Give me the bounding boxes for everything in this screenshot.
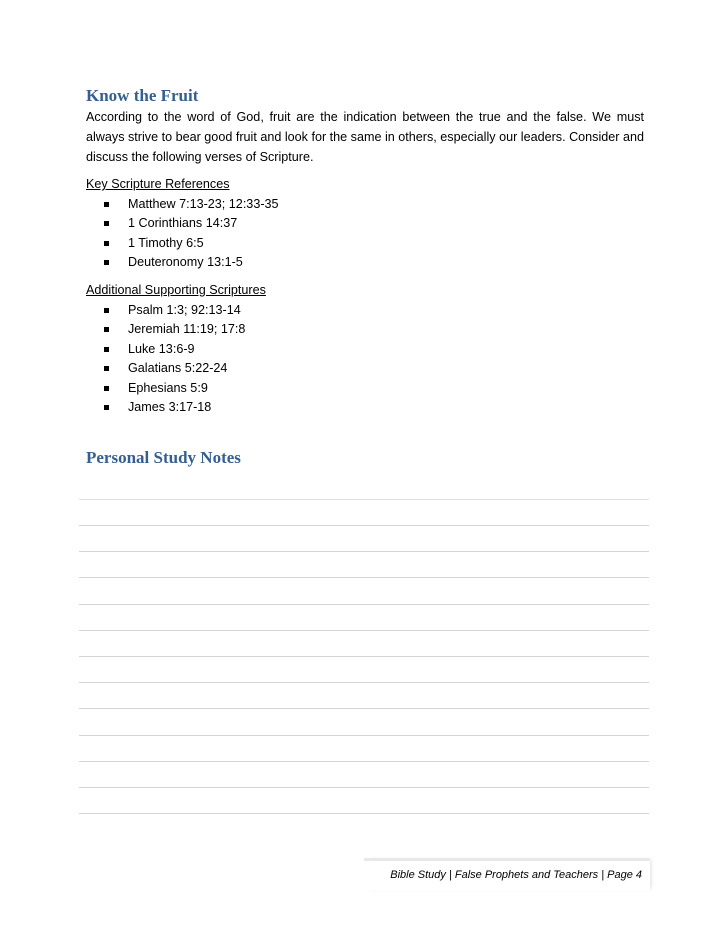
square-bullet-icon (104, 327, 109, 332)
additional-references-list (86, 301, 606, 418)
note-line (79, 605, 649, 631)
notes-ruled-lines (79, 499, 649, 814)
square-bullet-icon (104, 308, 109, 313)
scripture-reference: Matthew 7:13-23; 12:33-35 (128, 196, 279, 211)
section-heading-know-the-fruit: Know the Fruit (86, 86, 199, 105)
square-bullet-icon (104, 221, 109, 226)
note-line (79, 552, 649, 578)
note-line (79, 578, 649, 604)
square-bullet-icon (104, 386, 109, 391)
list-item (86, 195, 606, 215)
note-line (79, 499, 649, 526)
note-line (79, 657, 649, 683)
square-bullet-icon (104, 366, 109, 371)
scripture-reference: Jeremiah 11:19; 17:8 (128, 322, 246, 336)
scripture-reference: Psalm 1:3; 92:13-14 (128, 302, 241, 317)
note-line (79, 736, 649, 762)
square-bullet-icon (104, 405, 109, 410)
square-bullet-icon (104, 347, 109, 352)
note-line (79, 526, 649, 552)
list-item (86, 253, 606, 273)
list-item (86, 214, 606, 234)
scripture-reference: 1 Corinthians 14:37 (128, 216, 238, 230)
intro-paragraph: According to the word of God, fruit are the indication between the true and the false. We must always strive to bear good fruit and look for the same in others, especially our leaders. Consider and discuss the following verses of Scripture. (86, 110, 644, 164)
additional-supporting-scriptures (86, 281, 606, 418)
footer-text: Bible Study | False Prophets and Teachers | Page 4 (390, 869, 642, 881)
scripture-reference: Ephesians 5:9 (128, 380, 208, 395)
scripture-reference: Galatians 5:22-24 (128, 361, 228, 375)
scripture-reference: James 3:17-18 (128, 400, 212, 414)
section-heading-personal-study-notes: Personal Study Notes (86, 448, 241, 467)
list-item (86, 359, 606, 379)
square-bullet-icon (104, 260, 109, 265)
list-item (86, 398, 606, 418)
list-item (86, 301, 606, 321)
note-line (79, 631, 649, 657)
note-line (79, 788, 649, 814)
square-bullet-icon (104, 202, 109, 207)
additional-references-title: Additional Supporting Scriptures (86, 283, 266, 297)
note-line (79, 762, 649, 788)
note-line (79, 683, 649, 709)
key-scripture-references (86, 175, 606, 273)
key-references-title: Key Scripture References (86, 177, 230, 191)
scripture-reference: 1 Timothy 6:5 (128, 235, 204, 250)
key-references-list (86, 195, 606, 273)
scripture-reference: Deuteronomy 13:1-5 (128, 255, 243, 269)
square-bullet-icon (104, 241, 109, 246)
scripture-reference: Luke 13:6-9 (128, 341, 195, 356)
list-item (86, 234, 606, 254)
list-item (86, 320, 606, 340)
note-line (79, 709, 649, 735)
list-item (86, 340, 606, 360)
page-footer (364, 858, 650, 891)
list-item (86, 379, 606, 399)
